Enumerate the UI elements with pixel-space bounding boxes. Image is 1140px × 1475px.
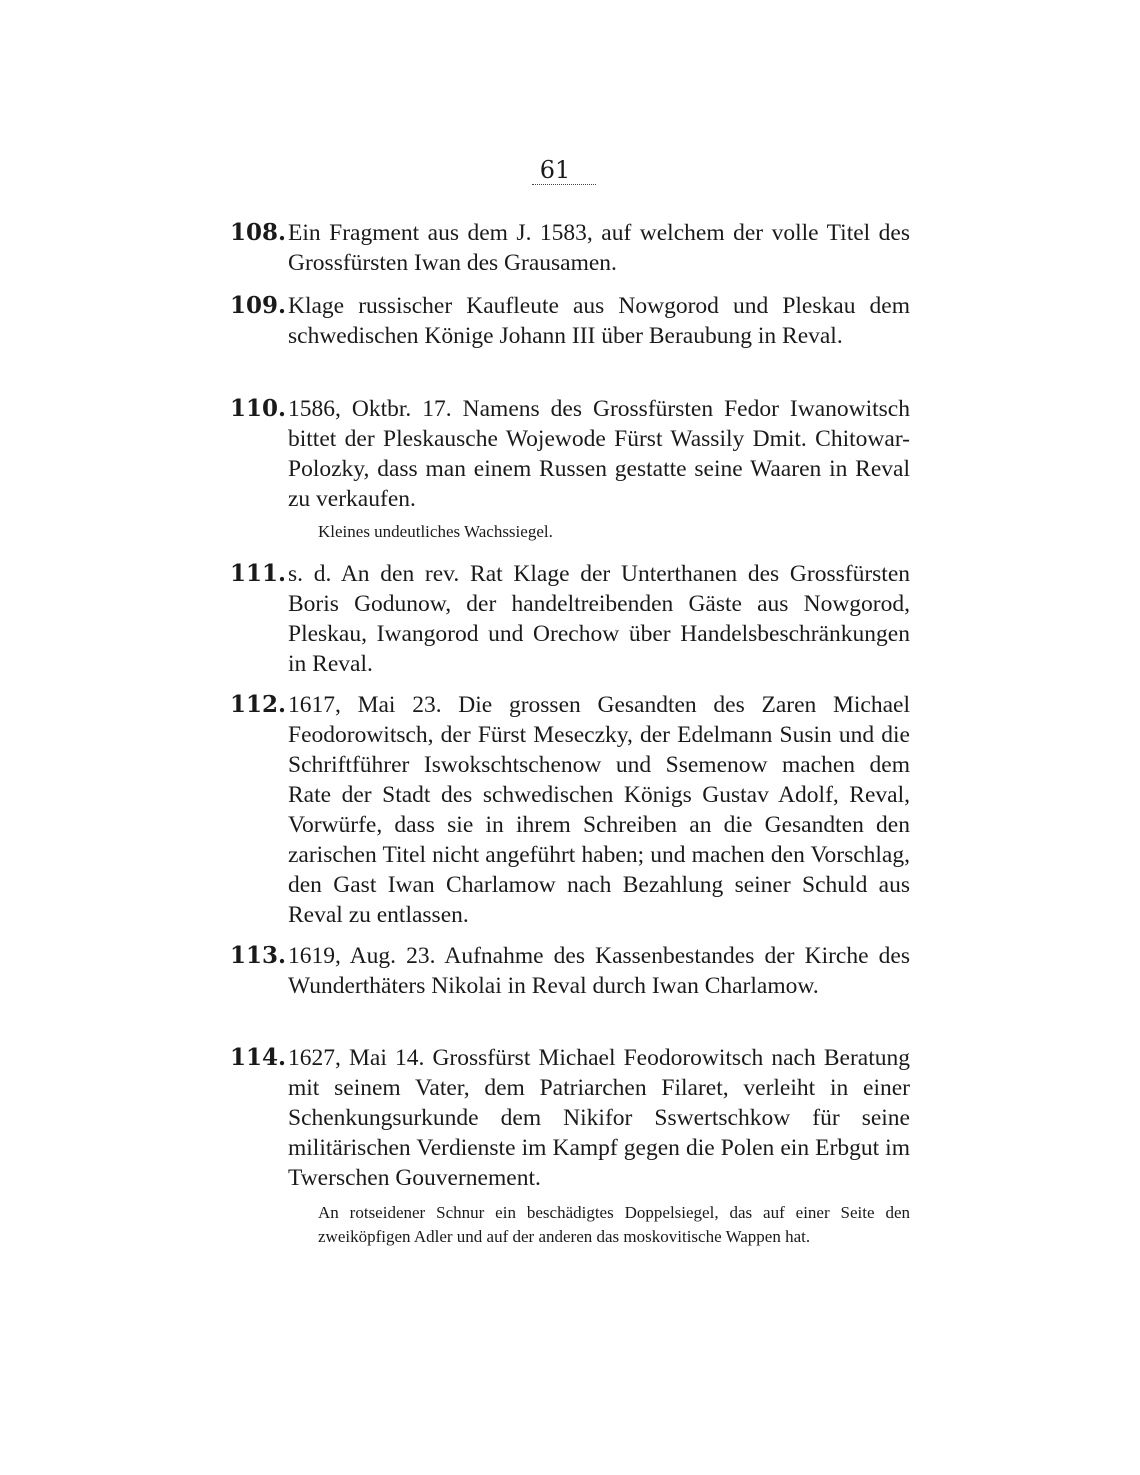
entry-text: 1627, Mai 14. Grossfürst Michael Feodorowitsch nach Beratung mit seinem Vater, dem Patriarchen Filaret, verleiht in einer Schenkungsurkunde dem Nikifor Sswertschkow für seine militärischen Verdienste im Kampf gegen die Polen ein Erbgut im Twerschen Gouvernement.: [288, 1045, 910, 1191]
entry-text: 1586, Oktbr. 17. Namens des Grossfürsten Fedor Iwanowitsch bittet der Pleskausche Wojewode Fürst Wassily Dmit. Chitowar-Polozky, dass man einem Russen gestatte seine Waaren in Reval zu verkaufen.: [288, 396, 910, 512]
entry-text: Klage russischer Kaufleute aus Nowgorod und Pleskau dem schwedischen Könige Johann III über Beraubung in Reval.: [288, 293, 910, 349]
entry-number: 112.: [230, 691, 287, 718]
page-number-ornament: [532, 184, 596, 185]
entry-text: 1619, Aug. 23. Aufnahme des Kassenbestandes der Kirche des Wunderthäters Nikolai in Reval durch Iwan Charlamow.: [288, 943, 910, 999]
entry-text: s. d. An den rev. Rat Klage der Unterthanen des Grossfürsten Boris Godunow, der handeltreibenden Gäste aus Nowgorod, Pleskau, Iwangorod und Orechow über Handelsbeschränkungen in Reval.: [288, 561, 910, 677]
entry-seal-note: Kleines undeutliches Wachssiegel.: [318, 522, 553, 541]
page-number: 61: [539, 156, 571, 184]
entry-number: 109.: [230, 292, 287, 319]
entry-number: 111.: [230, 560, 287, 587]
entry-108: [230, 218, 910, 278]
entry-text: 1617, Mai 23. Die grossen Gesandten des Zaren Michael Feodorowitsch, der Fürst Meseczky, der Edelmann Susin und die Schriftführer Iswokschtschenow und Ssemenow machen dem Rate der Stadt des schwedischen Königs Gustav Adolf, Reval, Vorwürfe, dass sie in ihrem Schreiben an die Gesandten den zarischen Titel nicht angeführt haben; und machen den Vorschlag, den Gast Iwan Charlamow nach Bezahlung seiner Schuld aus Reval zu entlassen.: [288, 692, 910, 928]
entry-text: Ein Fragment aus dem J. 1583, auf welchem der volle Titel des Grossfürsten Iwan des Grausamen.: [288, 220, 910, 276]
entry-number: 113.: [230, 942, 287, 969]
entry-number: 108.: [230, 219, 287, 246]
entry-109: [230, 291, 910, 351]
entry-number: 114.: [230, 1044, 287, 1071]
entry-seal-note: An rotseidener Schnur ein beschädigtes Doppelsiegel, das auf einer Seite den zweiköpfigen Adler und auf der anderen das moskovitische Wappen hat.: [318, 1203, 910, 1246]
entry-112: [230, 690, 910, 930]
entry-114: [230, 1043, 910, 1249]
entry-111: [230, 559, 910, 679]
entry-113: [230, 941, 910, 1001]
entry-110: [230, 394, 910, 544]
entry-number: 110.: [230, 395, 287, 422]
